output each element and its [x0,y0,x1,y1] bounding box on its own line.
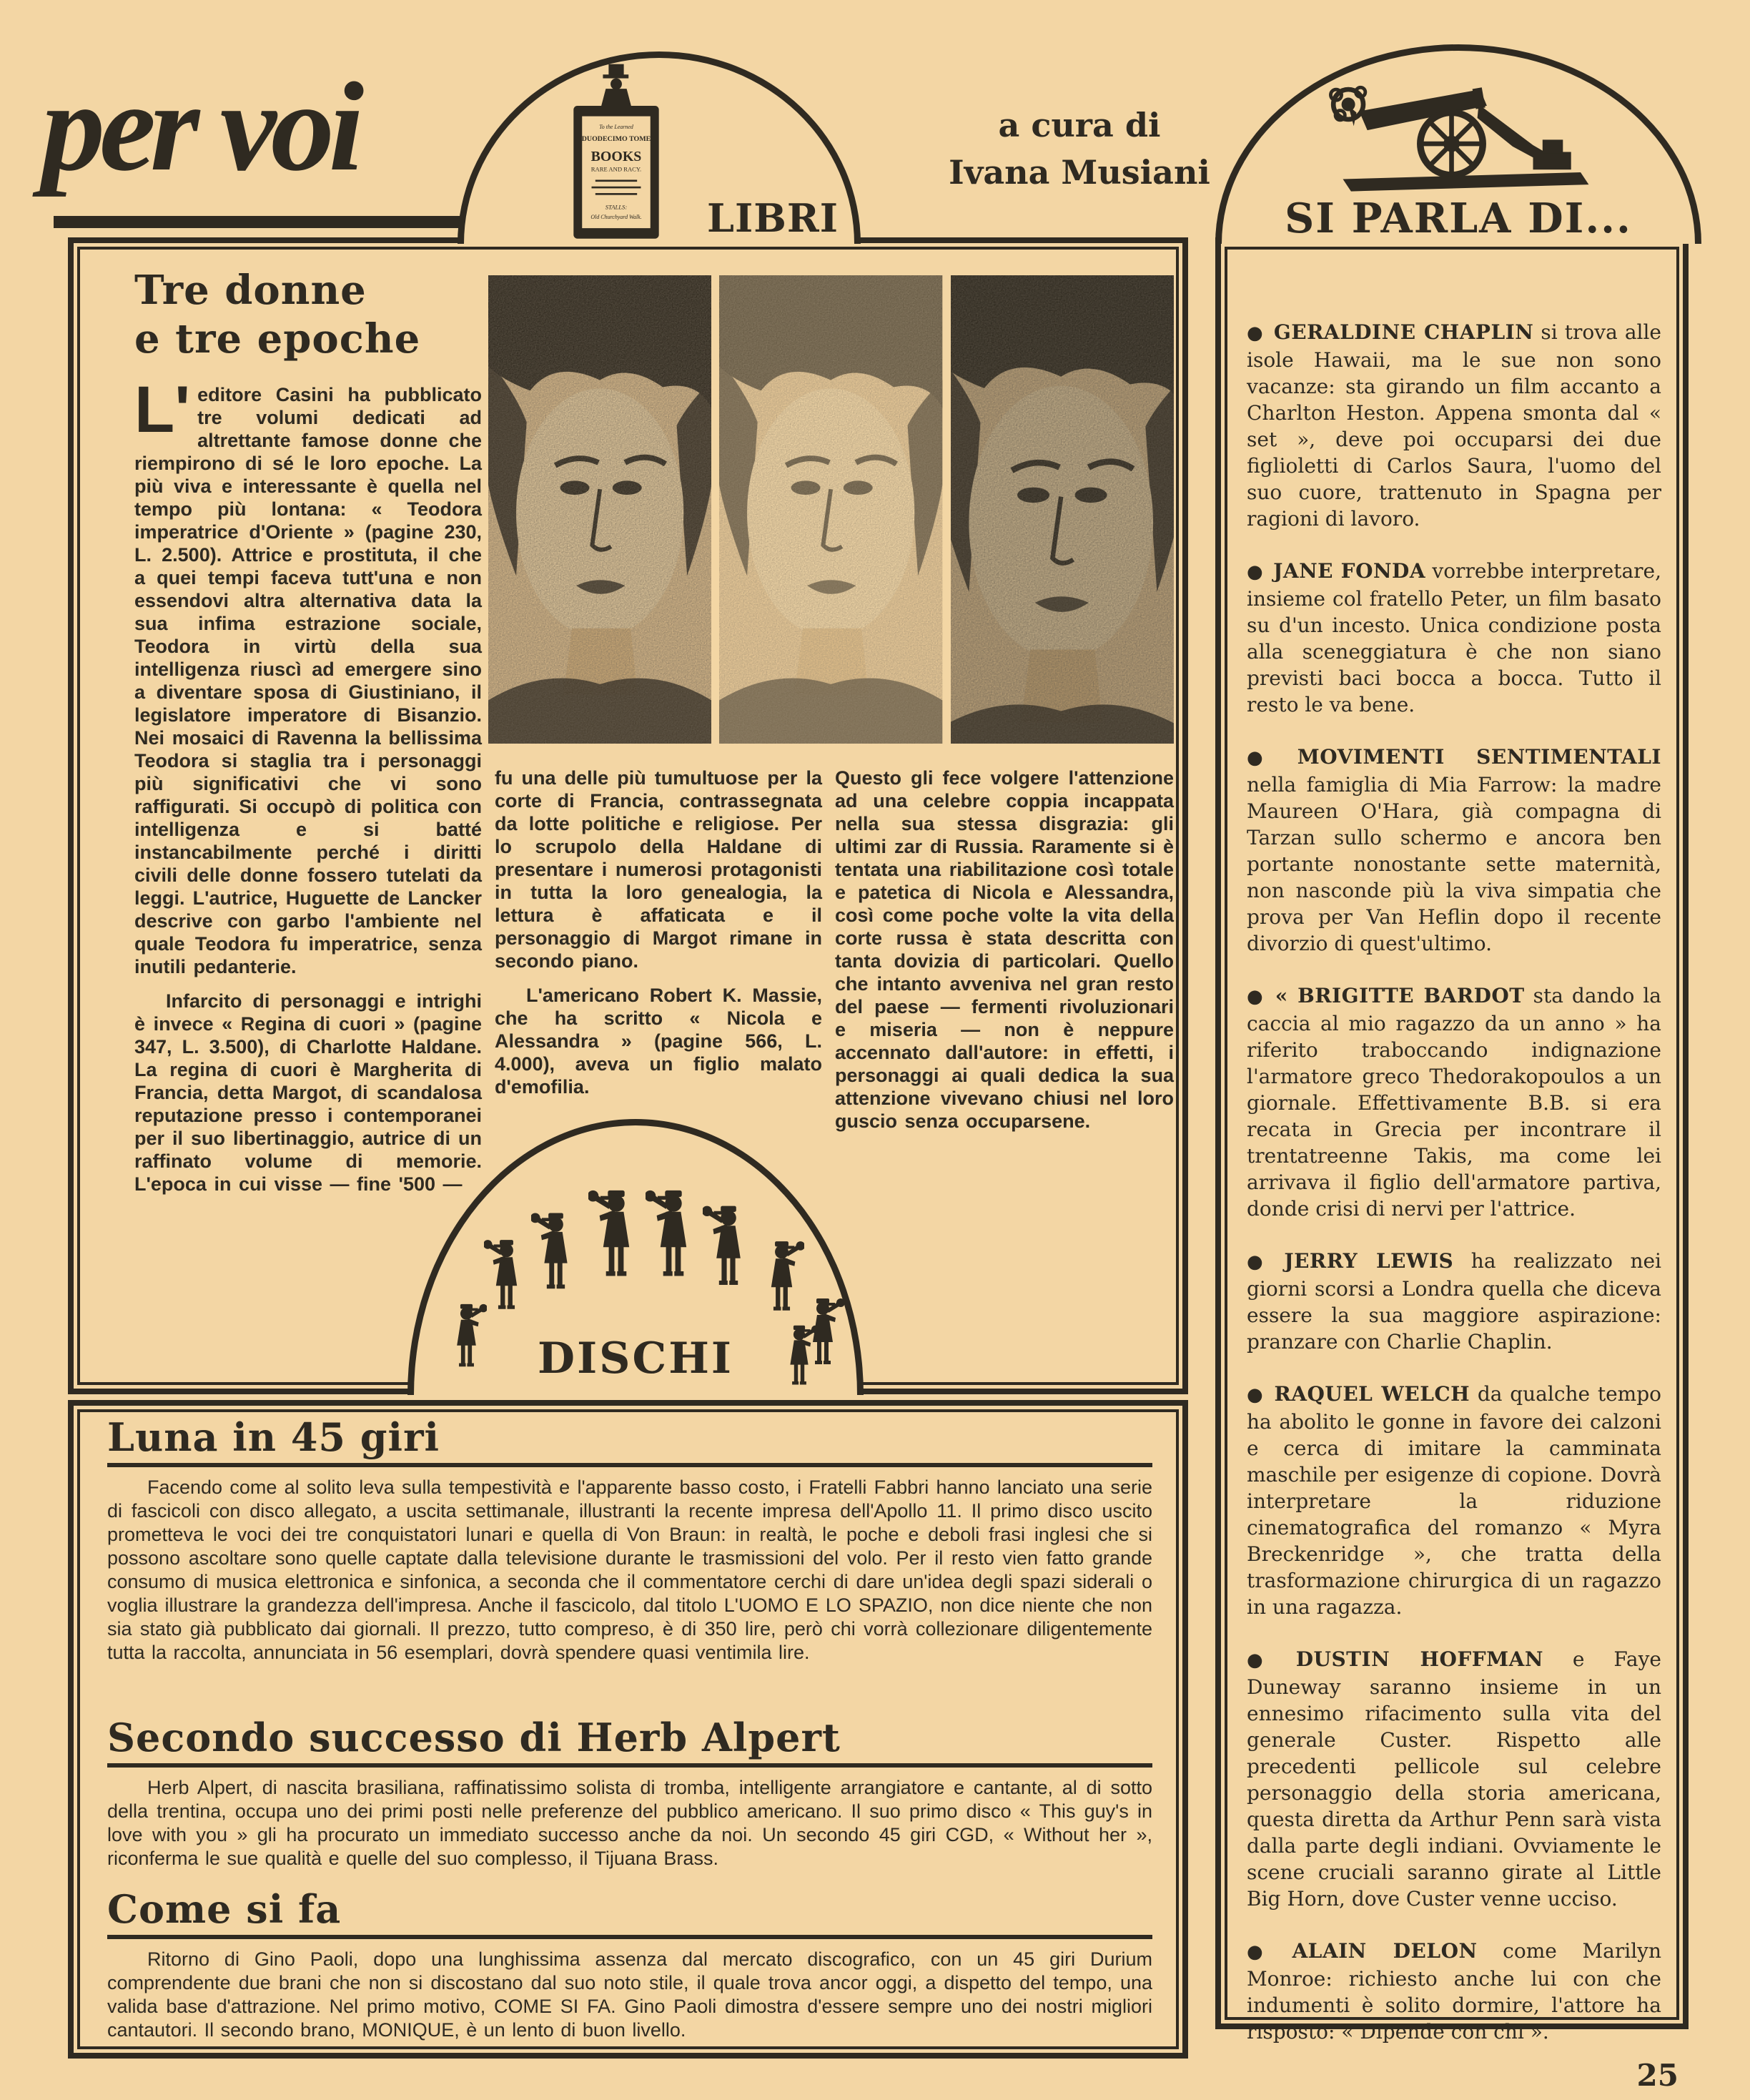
bullet-icon: ● [1247,1384,1265,1406]
list-item [1247,558,1661,718]
article-title-line1: Tre donne [134,267,367,314]
item-lead: « BRIGITTE BARDOT [1275,984,1525,1007]
bullet-icon: ● [1247,986,1265,1007]
section-heading-luna: Luna in 45 giri [107,1414,440,1460]
item-lead: MOVIMENTI SENTIMENTALI [1297,745,1661,769]
section-rule [107,1763,1152,1768]
item-lead: JERRY LEWIS [1284,1249,1454,1273]
book-cover-line: BOOKS [590,148,642,164]
siparla-items-list [1247,319,1661,2071]
book-cover-line: To the Learned [599,123,633,130]
list-item [1247,1381,1661,1620]
libri-section-label: LIBRI [706,195,839,241]
portrait-panel-3 [951,275,1174,744]
book-cover-line: Old Churchyard Walk. [590,213,642,220]
item-text: si trova alle isole Hawaii, ma le sue non sono vacanze: sta girando un film accanto a Charlton Heston. Appena smonta dal « set », deve poi occuparsi dei due figlioletti di Carlos Saura, l'uomo del suo cuore, trattenuto in Spagna per ragioni di lavoro. [1247,320,1661,531]
libri-section-arch [458,51,861,244]
article-column-3 [835,766,1174,1133]
editor-credit-line2: Ivana Musiani [949,153,1210,192]
bullet-icon: ● [1247,322,1264,344]
item-text: da qualche tempo ha abolito le gonne in favore dei calzoni e cerca di imitare la camminata maschile per esigenze di copione. Dovrà interpretare la riduzione cinematografica del romanzo « Myra Breckenridge », che tratta della trasformazione chirurgica di un ragazzo in una ragazza. [1247,1382,1661,1619]
bullet-icon: ● [1247,1650,1286,1671]
item-text: sta dando la caccia al mio ragazzo da un anno » ha riferito traboccando indignazione l'armatore greco Thedorakopoulos a un giornale. Effettivamente B.B. si era recata in Grecia per incontrare il trentatreenne Takis, ma come lei arrivava il figlio dell'armatore partiva, donde crisi di nervi per l'attrice. [1247,984,1661,1221]
portrait-panel-1 [488,275,711,744]
book-cover-line: DUODECIMO TOME [581,135,651,144]
item-text: nella famiglia di Mia Farrow: la madre Maureen O'Hara, già compagna di Tarzan sullo schermo e ancora ben portante nonostante sette maternità, non nasconde più la viva simpatia che prova per Van Heflin dopo il recente divorzio di quest'ultimo. [1247,773,1661,955]
item-text: ha realizzato nei giorni scorsi a Londra quella che diceva essere la sua maggiore aspirazione: pranzare con Charlie Chaplin. [1247,1249,1662,1354]
editor-credit-line1: a cura di [998,106,1161,144]
section-body-come-si-fa: Ritorno di Gino Paoli, dopo una lunghissima assenza dal mercato discografico, con un 45 giri Durium comprendente due brani che non si discostano dal suo noto stile, il quale trova ancor oggi, a dispetto del tempo, una valida base d'attrazione. Nel primo motivo, COME SI FA. Gino Paoli dimostra d'essere sempre uno dei nostri migliori cantautori. Il secondo brano, MONIQUE, è un lento di buon livello. [107,1948,1152,2041]
title-underline-bar [54,216,463,228]
book-cover-line: RARE AND RACY. [590,165,642,173]
list-item [1247,319,1661,532]
section-body-herb-alpert: Herb Alpert, di nascita brasiliana, raffinatissimo solista di tromba, intelligente arrangiatore e cantante, al di sotto della trentina, occupa uno dei primi posti nelle preferenze del pubblico americano. Il suo primo disco « This guy's in love with you » gli ha procurato un immediato successo anche da noi. Un secondo 45 giri CGD, « Without her », riconferma le sue qualità e quelle del suo complesso, il Tijuana Brass. [107,1777,1152,1869]
magazine-title: per voi [41,56,359,197]
item-text: e Faye Duneway saranno insieme in un ennesimo rifacimento sulla vita del generale Custer. Rispetto alle precedenti pellicole sul celebre personaggio della storia americana, questa diretta da Arthur Penn sarà vista dalla parte degli indiani. Ovviamente le scene cruciali saranno girate al Little Big Horn, dove Custer venne ucciso. [1247,1647,1662,1911]
paragraph [134,373,482,978]
section-body-luna: Facendo come al solito leva sulla tempestività e l'apparente basso costo, i Fratelli Fabbri hanno lanciato una serie di fascicoli con disco allegato, a uscita settimanale, illustranti la recente impresa dell'Apollo 11. Il primo disco uscito prometteva le voci dei tre conquistatori lunari e quella di Von Braun: in realtà, le poche e deboli frasi inglesi che si possono ascoltare sono quelle captate dalla televisione durante le trasmissioni del volo. Per il resto vien fatto grande consumo di musica elettronica e sinfonica, a seconda che il commentatore cerchi di dare un'idea degli spazi siderali o voglia illustrare la grandezza dell'impresa. Anche il fascicolo, dal titolo L'UOMO E LO SPAZIO, non dice niente che non sia stato già pubblicato dai giornali. Il prezzo, tutto compreso, è di 350 lire, però chi vorrà collezionare diligentemente tutta la raccolta, annunciata in 56 esemplari, dovrà spendere quasi ventimila lire. [107,1477,1152,1663]
bullet-icon: ● [1247,1941,1282,1963]
article-title [134,266,492,363]
dischi-section-label: DISCHI [538,1334,733,1384]
list-item [1247,1938,1661,2045]
bullet-icon: ● [1247,1251,1275,1273]
section-rule [107,1935,1152,1939]
section-heading-come-si-fa: Come si fa [107,1886,342,1932]
paragraph: Infarcito di personaggi e intrighi è invece « Regina di cuori » (pagine 347, L. 3.500), di Charlotte Haldane. La regina di cuori è Margherita di Francia, detta Margot, di scandalosa reputazione presso i contemporanei per il suo libertinaggio, autrice di un raffinato volume di memorie. L'epoca in cui visse — fine '500 — [134,990,482,1195]
list-item [1247,1248,1661,1355]
book-cover-line: STALLS: [605,203,628,211]
item-lead: JANE FONDA [1273,559,1426,583]
cannon-illustration [1305,64,1612,199]
item-lead: GERALDINE CHAPLIN [1273,320,1534,344]
drop-cap: L' [134,373,191,446]
article-column-1 [134,373,482,1196]
item-lead: DUSTIN HOFFMAN [1295,1647,1543,1671]
siparla-section-label: SI PARLA DI... [1285,194,1632,242]
paragraph: fu una delle più tumultuose per la corte di Francia, contrassegnata da lotte politiche e religiose. Per lo scrupolo della Haldane di presentare i numerosi protagonisti in tutta la loro genealogia, la lettura è affaticata e il personaggio di Margot rimane in secondo piano. [495,767,822,972]
item-text: come Marilyn Monroe: richiesto anche lui con che indumenti è solito dormire, l'attore ha risposto: « Dipende con chi ». [1247,1939,1661,2044]
siparla-section-arch [1215,44,1701,244]
book-illustration [548,62,684,242]
dischi-section-arch [407,1119,864,1395]
item-lead: RAQUEL WELCH [1274,1382,1470,1406]
list-item [1247,1646,1661,1912]
editor-credit [908,102,1251,196]
list-item [1247,982,1661,1222]
bullet-icon: ● [1247,561,1264,583]
section-heading-herb-alpert: Secondo successo di Herb Alpert [107,1715,841,1760]
list-item [1247,744,1661,957]
section-rule [107,1463,1152,1467]
article-column-2 [495,766,822,1098]
item-text: vorrebbe interpretare, insieme col fratello Peter, un film basato su d'un incesto. Unica condizione posta alla sceneggiatura è che non siano previsti baci bocca a bocca. Tutto il resto le va bene. [1247,559,1662,716]
paragraph: Questo gli fece volgere l'attenzione ad una celebre coppia incappata nella sua stessa disgrazia: gli ultimi zar di Russia. Raramente si è tentata una riabilitazione così totale e patetica di Nicola e Alessandra, così come poche volte la vita della corte russa è stata descritta con tanta dovizia di particolari. Quello che intanto avveniva nel gran resto del paese — fermenti rivoluzionari e miseria — non è neppure accennato dall'autore: in effetti, i personaggi ai quali dedica la sua attenzione vivevano chiusi nel loro guscio senza occuparsene. [835,767,1174,1132]
portrait-panel-2 [719,275,942,744]
paragraph: L'americano Robert K. Massie, che ha scritto « Nicola e Alessandra » (pagine 566, L. 4.000), aveva un figlio malato d'emofilia. [495,985,822,1098]
page-number: 25 [1636,2058,1679,2093]
bullet-icon: ● [1247,747,1287,769]
item-lead: ALAIN DELON [1292,1939,1478,1963]
teodora-triptych-image [488,275,1174,744]
article-title-line2: e tre epoche [134,315,421,363]
paragraph-text: editore Casini ha pubblicato tre volumi dedicati ad altrettante famose donne che riempirono di sé le loro epoche. La più viva e interessante è quella nel tempo più lontana: « Teodora imperatrice d'Oriente » (pagine 230, L. 2.500). Attrice e prostituta, il che a quei tempi faceva tutt'una e non essendovi altra alternativa data la sua infima estrazione sociale, Teodora in virtù della sua intelligenza riuscì ad emergere sino a diventare sposa di Giustiniano, il legislatore imperatore di Bisanzio. Nei mosaici di Ravenna la bellissima Teodora si staglia tra i personaggi più significativi che vi sono raffigurati. Si occupò di politica con intelligenza e si batté instancabilmente perché i diritti civili delle donne fossero tutelati da leggi. L'autrice, Huguette de Lancker descrive con garbo l'ambiente nel quale Teodora fu imperatrice, senza inutili pedanterie. [134,384,482,977]
